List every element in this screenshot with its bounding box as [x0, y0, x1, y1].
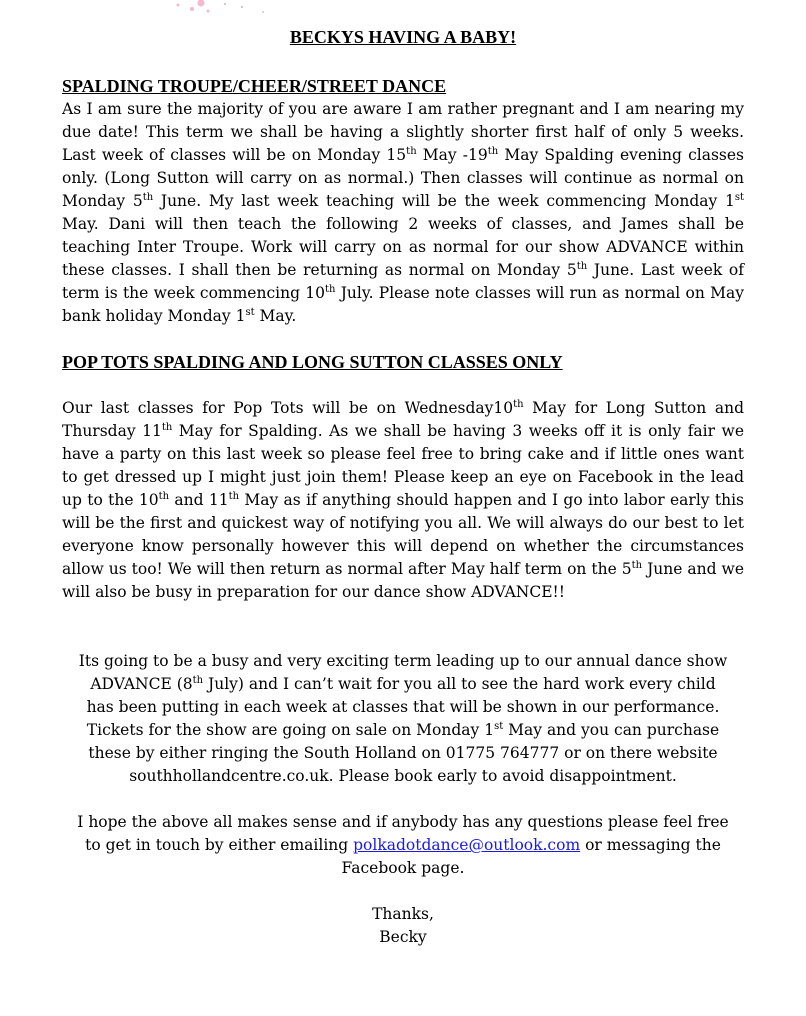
section-paragraph-pop-tots: Our last classes for Pop Tots will be on Wednesday10th May for Long Sutton and Thursday 11th May for Spalding. As we shall be having 3 weeks off it is only fair we have a party on this last week so please feel free to bring cake and if little ones want to get dressed up I might just join them! Please keep an eye on Facebook in the lead up to the 10th and 11th May as if anything should happen and I go into labor early this will be the first and quickest way of notifying you all. We will always do our best to let everyone know personally however this will depend on whether the circumstances allow us too! We will then return as normal after May half term on the 5th June and we will also be busy in preparation for our dance show ADVANCE!!	[62, 399, 744, 601]
section-heading-spalding-troupe: SPALDING TROUPE/CHEER/STREET DANCE	[62, 76, 447, 96]
decorative-dots-graphic	[170, 0, 280, 18]
section-paragraph-spalding-troupe: As I am sure the majority of you are aware I am rather pregnant and I am nearing my due date! This term we shall be having a slightly shorter first half of only 5 weeks. Last week of classes will be on Monday 15th May -19th May Spalding evening classes only. (Long Sutton will carry on as normal.) Then classes will continue as normal on Monday 5th June. My last week teaching will be the week commencing Monday 1st May. Dani will then teach the following 2 weeks of classes, and James shall be teaching Inter Troupe. Work will carry on as normal for our show ADVANCE within these classes. I shall then be returning as normal on Monday 5th June. Last week of term is the week commencing 10th July. Please note classes will run as normal on May bank holiday Monday 1st May.	[62, 100, 745, 325]
closing-paragraph-contact: I hope the above all makes sense and if anybody has any questions please feel free to get in touch by either emailing polkadotdance@outlook.com or messaging the Facebook page.	[77, 813, 729, 877]
section-heading-pop-tots: POP TOTS SPALDING AND LONG SUTTON CLASSES ONLY	[62, 352, 563, 372]
page-title: BECKYS HAVING A BABY!	[289, 27, 517, 47]
email-link[interactable]: polkadotdance@outlook.com	[353, 836, 581, 854]
closing-paragraph-show-advance: Its going to be a busy and very exciting term leading up to our annual dance show ADVANCE (8th July) and I can’t wait for you all to see the hard work every child has been putting in each week at classes that will be shown in our performance. Tickets for the show are going on sale on Monday 1st May and you can purchase these by either ringing the South Holland on 01775 764777 or on there website southhollandcentre.co.uk. Please book early to avoid disappointment.	[78, 652, 728, 785]
signoff-name: Becky	[379, 928, 427, 946]
signoff-thanks: Thanks,	[372, 905, 434, 923]
letter-document	[62, 25, 744, 949]
